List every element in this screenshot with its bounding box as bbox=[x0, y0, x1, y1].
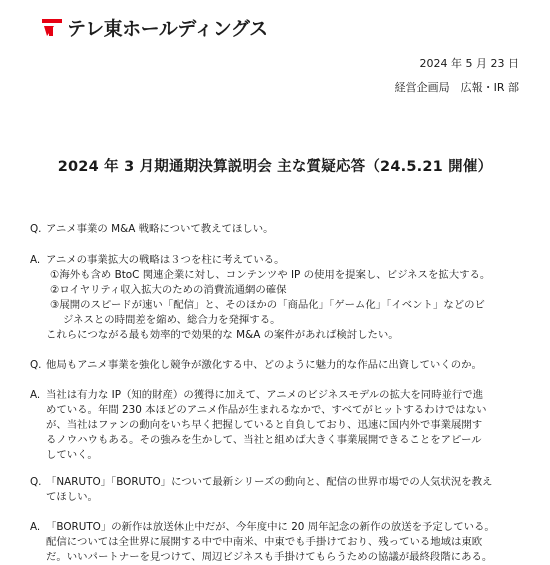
answer-item-3: ③展開のスピードが速い「配信」と、そのほかの「商品化」「ゲーム化」「イベント」などのビ bbox=[50, 299, 485, 311]
answer-line: 当社は有力な IP（知的財産）の獲得に加えて、アニメのビジネスモデルの拡大を同時並行で進 bbox=[46, 389, 484, 401]
a-mark: A. bbox=[30, 389, 41, 401]
answer-intro: アニメの事業拡大の戦略は３つを柱に考えている。 bbox=[46, 254, 285, 266]
answer-line: だ。いいパートナーを見つけて、周辺ビジネスも手掛けてもらうための協議が最終段階にある。 bbox=[46, 551, 493, 563]
q-mark: Q. bbox=[30, 476, 42, 488]
answer-2 bbox=[30, 388, 530, 463]
question-text: 他局もアニメ事業を強化し競争が激化する中、どのように魅力的な作品に出資していくのか。 bbox=[46, 359, 482, 371]
logo-mark-icon bbox=[41, 16, 65, 38]
q-mark: Q. bbox=[30, 359, 42, 371]
answer-line: 配信については全世界に展開する中で中南米、中東でも手掛けており、残っている地域は東欧 bbox=[46, 536, 483, 548]
answer-outro: これらにつながる最も効率的で効果的な M&A の案件があれば検討したい。 bbox=[46, 329, 399, 341]
answer-line: めている。年間 230 本ほどのアニメ作品が生まれるなかで、すべてがヒットするわけではない bbox=[46, 404, 487, 416]
answer-3 bbox=[30, 520, 530, 565]
question-line: てほしい。 bbox=[46, 491, 98, 503]
document-title: 2024 年 3 月期通期決算説明会 主な質疑応答（24.5.21 開催） bbox=[57, 159, 493, 175]
a-mark: A. bbox=[30, 521, 41, 533]
question-2 bbox=[30, 358, 530, 373]
document-date: 2024 年 5 月 23 日 bbox=[419, 57, 519, 70]
answer-item-1: ①海外も含め BtoC 関連企業に対し、コンテンツや IP の使用を提案し、ビジネスを拡大する。 bbox=[50, 269, 491, 281]
company-logo bbox=[41, 14, 268, 40]
question-line: 「NARUTO」「BORUTO」について最新シリーズの動向と、配信の世界市場での人気状況を教え bbox=[46, 476, 493, 488]
a-mark: A. bbox=[30, 254, 41, 266]
answer-item-2: ②ロイヤリティ収入拡大のための消費流通網の確保 bbox=[50, 284, 287, 296]
question-3 bbox=[30, 475, 530, 505]
question-text: アニメ事業の M&A 戦略について教えてほしい。 bbox=[46, 223, 274, 235]
q-mark: Q. bbox=[30, 223, 42, 235]
answer-line: が、当社はファンの動向をいち早く把握していると自負しており、迅速に国内外で事業展開す bbox=[46, 419, 483, 431]
answer-line: していく。 bbox=[46, 449, 98, 461]
logo-text: テレ東ホールディングス bbox=[67, 17, 268, 40]
answer-1 bbox=[30, 253, 530, 343]
answer-line: 「BORUTO」の新作は放送休止中だが、今年度中に 20 周年記念の新作の放送を予定している。 bbox=[46, 521, 495, 533]
question-1 bbox=[30, 222, 530, 237]
department-name: 経営企画局 広報・IR 部 bbox=[394, 81, 519, 94]
answer-item-3-cont: ジネスとの時間差を縮め、総合力を発揮する。 bbox=[63, 314, 281, 326]
answer-line: るノウハウもある。その強みを生かして、当社と組めば大きく事業展開できることをアピール bbox=[46, 434, 482, 446]
qa-body bbox=[30, 222, 530, 565]
